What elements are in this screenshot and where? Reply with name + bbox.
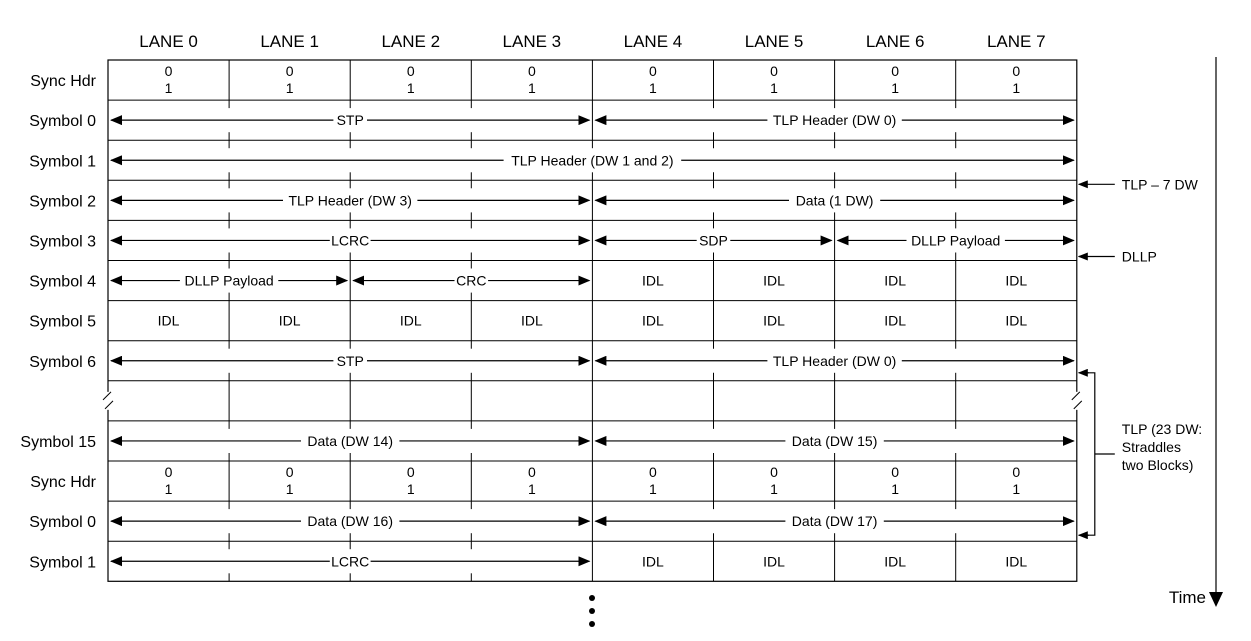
idle-cell: IDL <box>1005 312 1028 329</box>
dllp-label: DLLP <box>1121 248 1157 265</box>
span-label: Data (DW 17) <box>791 513 878 530</box>
span-arrow <box>595 513 1073 529</box>
row-label: Symbol 15 <box>20 433 96 451</box>
span-label: STP <box>336 352 364 369</box>
span-label: CRC <box>456 272 487 289</box>
span-arrow <box>111 152 1074 168</box>
row-label: Symbol 0 <box>29 514 96 532</box>
sync-bit: 0 <box>770 464 778 480</box>
idle-cell: IDL <box>1005 272 1028 289</box>
idle-cell: IDL <box>157 312 180 329</box>
row-label: Symbol 6 <box>29 353 96 371</box>
span-label: DLLP Payload <box>911 232 1001 249</box>
lane-header-4: LANE 4 <box>623 32 683 51</box>
sync-bit: 1 <box>770 80 778 96</box>
sync-bit: 0 <box>891 464 900 480</box>
time-label: Time <box>1168 588 1206 607</box>
sync-bit: 0 <box>891 63 900 79</box>
lane-header-2: LANE 2 <box>381 32 441 51</box>
idle-cell: IDL <box>763 272 785 289</box>
sync-bit: 0 <box>527 63 536 79</box>
row-label: Sync Hdr <box>30 73 96 91</box>
span-arrow <box>111 513 589 529</box>
sync-bit: 1 <box>285 481 294 497</box>
span-arrow <box>595 112 1073 128</box>
span-label: TLP Header (DW 0) <box>772 112 897 129</box>
lane-header-5: LANE 5 <box>744 32 804 51</box>
idle-cell: IDL <box>1005 553 1028 570</box>
sync-bit: 1 <box>164 481 173 497</box>
span-arrow <box>111 112 589 128</box>
span-label: LCRC <box>331 232 370 249</box>
continuation-dot <box>589 608 595 614</box>
row-label: Symbol 1 <box>29 554 96 572</box>
span-arrow <box>111 553 589 569</box>
sync-bit: 1 <box>406 80 415 96</box>
sync-bit: 0 <box>1012 464 1021 480</box>
span-label: TLP Header (DW 0) <box>772 352 897 369</box>
sync-bit: 0 <box>527 464 536 480</box>
sync-bit: 1 <box>164 80 173 96</box>
tlp-23dw-label: two Blocks) <box>1121 457 1194 473</box>
sync-bit: 0 <box>1012 63 1021 79</box>
sync-bit: 1 <box>527 80 536 96</box>
tlp-23dw-label: TLP (23 DW: <box>1121 421 1203 437</box>
span-arrow <box>838 232 1074 248</box>
span-arrow <box>595 353 1073 369</box>
span-arrow <box>111 433 589 449</box>
sync-bit: 0 <box>164 63 173 79</box>
sync-bit: 0 <box>770 63 778 79</box>
span-arrow <box>111 353 589 369</box>
sync-bit: 1 <box>406 481 415 497</box>
sync-bit: 0 <box>406 63 415 79</box>
row-label: Sync Hdr <box>30 474 96 492</box>
idle-cell: IDL <box>642 553 664 570</box>
sync-bit: 1 <box>770 481 778 497</box>
continuation-dot <box>589 621 595 627</box>
row-label: Symbol 3 <box>29 233 96 251</box>
row-label: Symbol 4 <box>29 273 96 291</box>
span-label: SDP <box>699 232 728 249</box>
sync-bit: 1 <box>285 80 294 96</box>
span-arrow <box>111 192 589 208</box>
span-arrow <box>111 232 589 248</box>
span-label: Data (1 DW) <box>795 192 874 209</box>
lane-header-3: LANE 3 <box>502 32 562 51</box>
sync-bit: 0 <box>649 63 657 79</box>
idle-cell: IDL <box>642 312 664 329</box>
sync-bit: 1 <box>1012 481 1021 497</box>
span-label: STP <box>336 112 364 129</box>
tlp-23dw-label: Straddles <box>1121 439 1181 455</box>
row-label: Symbol 0 <box>29 113 96 131</box>
sync-bit: 1 <box>891 481 900 497</box>
tlp-7dw-label: TLP – 7 DW <box>1121 176 1198 193</box>
span-arrow <box>595 433 1073 449</box>
sync-bit: 1 <box>649 481 657 497</box>
span-arrow <box>353 273 589 289</box>
idle-cell: IDL <box>763 553 785 570</box>
span-label: TLP Header (DW 1 and 2) <box>511 152 674 169</box>
sync-bit: 1 <box>649 80 657 96</box>
sync-bit: 0 <box>406 464 415 480</box>
row-label: Symbol 5 <box>29 313 96 331</box>
span-arrow <box>595 232 831 248</box>
idle-cell: IDL <box>763 312 785 329</box>
span-arrow <box>595 192 1073 208</box>
idle-cell: IDL <box>884 553 907 570</box>
grid <box>20 32 1081 581</box>
idle-cell: IDL <box>642 272 664 289</box>
idle-cell: IDL <box>884 312 907 329</box>
row-label: Symbol 2 <box>29 193 96 211</box>
continuation-dot <box>589 595 595 601</box>
sync-bit: 0 <box>164 464 173 480</box>
lane-header-1: LANE 1 <box>260 32 319 51</box>
span-label: TLP Header (DW 3) <box>288 192 412 209</box>
tlp-23dw-bracket <box>1079 373 1095 535</box>
sync-bit: 0 <box>649 464 657 480</box>
idle-cell: IDL <box>884 272 907 289</box>
idle-cell: IDL <box>278 312 301 329</box>
time-arrowhead <box>1209 592 1223 607</box>
span-label: LCRC <box>331 553 370 570</box>
sync-bit: 1 <box>527 481 536 497</box>
lane-header-0: LANE 0 <box>139 32 198 51</box>
lane-header-7: LANE 7 <box>986 32 1046 51</box>
span-label: Data (DW 16) <box>307 513 393 530</box>
idle-cell: IDL <box>520 312 543 329</box>
lane-header-6: LANE 6 <box>865 32 925 51</box>
sync-bit: 1 <box>891 80 900 96</box>
idle-cell: IDL <box>399 312 422 329</box>
sync-bit: 1 <box>1012 80 1021 96</box>
span-label: DLLP Payload <box>184 272 274 289</box>
span-arrow <box>111 273 347 289</box>
span-label: Data (DW 15) <box>791 432 878 449</box>
sync-bit: 0 <box>285 464 294 480</box>
row-label: Symbol 1 <box>29 153 96 171</box>
sync-bit: 0 <box>285 63 294 79</box>
span-label: Data (DW 14) <box>307 432 393 449</box>
